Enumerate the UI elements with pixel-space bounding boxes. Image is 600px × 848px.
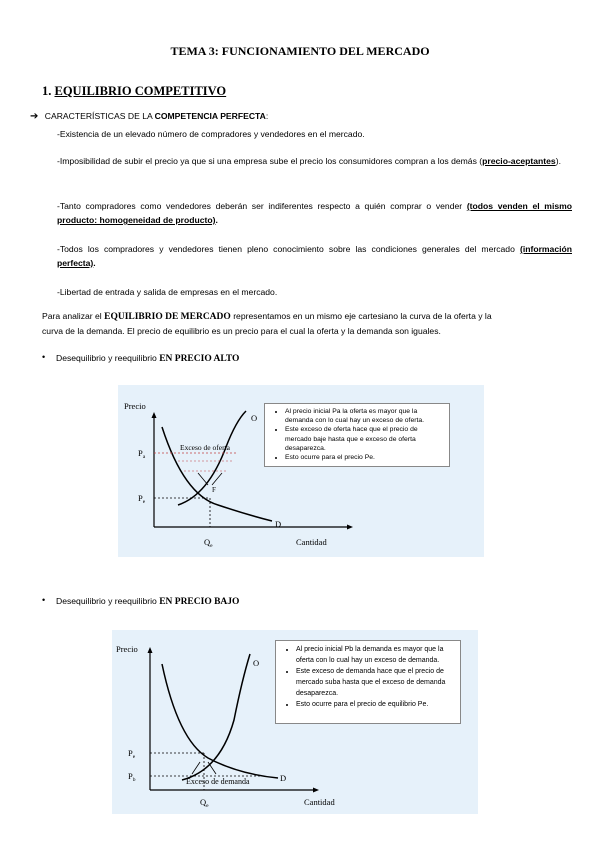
chart-low-notes (275, 640, 461, 724)
characteristic-3-bold-b: producto: homogeneidad de producto) (57, 215, 216, 225)
chart-high-point-label: F (212, 486, 216, 494)
chart-low-excess-label: Exceso de demanda (186, 777, 250, 786)
chart-high-note-3: • Esto ocurre para el precio Pe. (285, 453, 443, 462)
characteristic-2-bold: precio-aceptantes (482, 156, 556, 166)
chart-low-supply-label: O (253, 658, 260, 668)
characteristics-lead (30, 109, 268, 124)
chart-low-supply-curve (182, 654, 250, 780)
bullet-high-bold: EN PRECIO ALTO (159, 354, 240, 364)
arrow-icon: ➔ (30, 111, 39, 122)
chart-high-pe-label: $P_e$ (138, 493, 146, 505)
chart-high-pa-label: $P_a$ (138, 448, 146, 460)
chart-low-demand-label: D (280, 773, 287, 783)
characteristic-2-text: -Imposibilidad de subir el precio ya que si una empresa sube el precio los consumidores compran a los demás (57, 156, 477, 166)
characteristic-3-text: -Tanto compradores como vendedores deberán ser indiferentes respecto a quién comprar o vender (57, 201, 463, 211)
lead-bold: COMPETENCIA PERFECTA (154, 111, 266, 121)
characteristic-3-bold-a: (todos venden el mismo (466, 201, 572, 211)
chart-high-excess-label: Exceso de oferta (180, 443, 230, 452)
section-heading-text: EQUILIBRIO COMPETITIVO (54, 84, 227, 98)
characteristic-4 (57, 242, 572, 270)
chart-low-pe-label: $P_e$ (128, 748, 136, 760)
equilibrium-pre: Para analizar el (42, 311, 102, 321)
bullet-low-label: Desequilibrio y reequilibrio (56, 596, 157, 606)
characteristic-5: -Libertad de entrada y salida de empresas en el mercado. (57, 287, 278, 297)
page-title: TEMA 3: FUNCIONAMIENTO DEL MERCADO (170, 44, 430, 58)
chart-low-x-label: Cantidad (304, 797, 335, 807)
lead-end: : (265, 111, 269, 121)
characteristic-4-bold-a: (información (519, 244, 572, 254)
equilibrium-paragraph (42, 309, 572, 338)
equilibrium-line2: curva de la demanda. El precio de equilibrio es un precio para el cual la oferta y la demanda son iguales. (42, 326, 441, 336)
chart-high-demand-curve (162, 427, 272, 521)
chart-high-x-label: Cantidad (296, 537, 327, 547)
chart-high-adjust-arrow-1 (198, 473, 208, 485)
chart-low-pb-label: $P_b$ (128, 771, 136, 783)
characteristic-3-end: . (215, 215, 218, 225)
lead-text: CARACTERÍSTICAS DE LA (44, 111, 153, 121)
section-number: 1. (42, 84, 52, 98)
chart-low-adjust-arrow-2 (208, 762, 216, 774)
chart-high-y-label: Precio (124, 401, 146, 411)
chart-high-x-arrow (347, 525, 353, 530)
bullet-low-bold: EN PRECIO BAJO (159, 597, 240, 607)
characteristic-1: -Existencia de un elevado número de compradores y vendedores en el mercado. (57, 129, 365, 139)
chart-high-notes (264, 403, 450, 467)
characteristic-4-bold-b: perfecta) (57, 258, 94, 268)
bullet-low-price (42, 596, 239, 607)
chart-low-y-arrow (148, 647, 153, 653)
bullet-high-price (42, 353, 239, 364)
equilibrium-bold: EQUILIBRIO DE MERCADO (104, 312, 231, 322)
characteristic-4-end: . (93, 258, 96, 268)
chart-high-y-arrow (152, 412, 157, 418)
chart-low-y-label: Precio (116, 644, 138, 654)
chart-low-x-arrow (313, 788, 319, 793)
section-heading (42, 84, 226, 99)
chart-low-demand-curve (162, 664, 278, 778)
characteristic-2-open: ( (479, 156, 483, 166)
characteristic-3 (57, 199, 572, 227)
chart-high-supply-label: O (251, 413, 258, 423)
chart-low-note-3: • Esto ocurre para el precio de equilibrio Pe. (296, 699, 454, 710)
characteristic-2 (57, 154, 572, 168)
chart-low-note-2: • Este exceso de demanda hace que el precio de mercado suba hasta que el exceso de demanda desaparezca. (296, 666, 454, 699)
chart-high-note-2: • Este exceso de oferta hace que el precio de mercado baje hasta que e exceso de oferta desaparezca. (285, 425, 443, 453)
chart-high-qe-label: $Q_e$ (204, 537, 213, 549)
chart-low-qe-label: $Q_e$ (200, 797, 209, 809)
equilibrium-post: representamos en un mismo eje cartesiano la curva de la oferta y la (233, 311, 492, 321)
chart-high-note-1: • Al precio inicial Pa la oferta es mayor que la demanda con lo cual hay un exceso de oferta. (285, 407, 443, 425)
characteristic-4-text: -Todos los compradores y vendedores tienen pleno conocimiento sobre las condiciones generales del mercado (57, 244, 515, 254)
chart-low-note-1: • Al precio inicial Pb la demanda es mayor que la oferta con lo cual hay un exceso de demanda. (296, 644, 454, 666)
bullet-high-label: Desequilibrio y reequilibrio (56, 353, 157, 363)
chart-high-demand-label: D (275, 519, 282, 529)
characteristic-2-close: ). (555, 156, 561, 166)
